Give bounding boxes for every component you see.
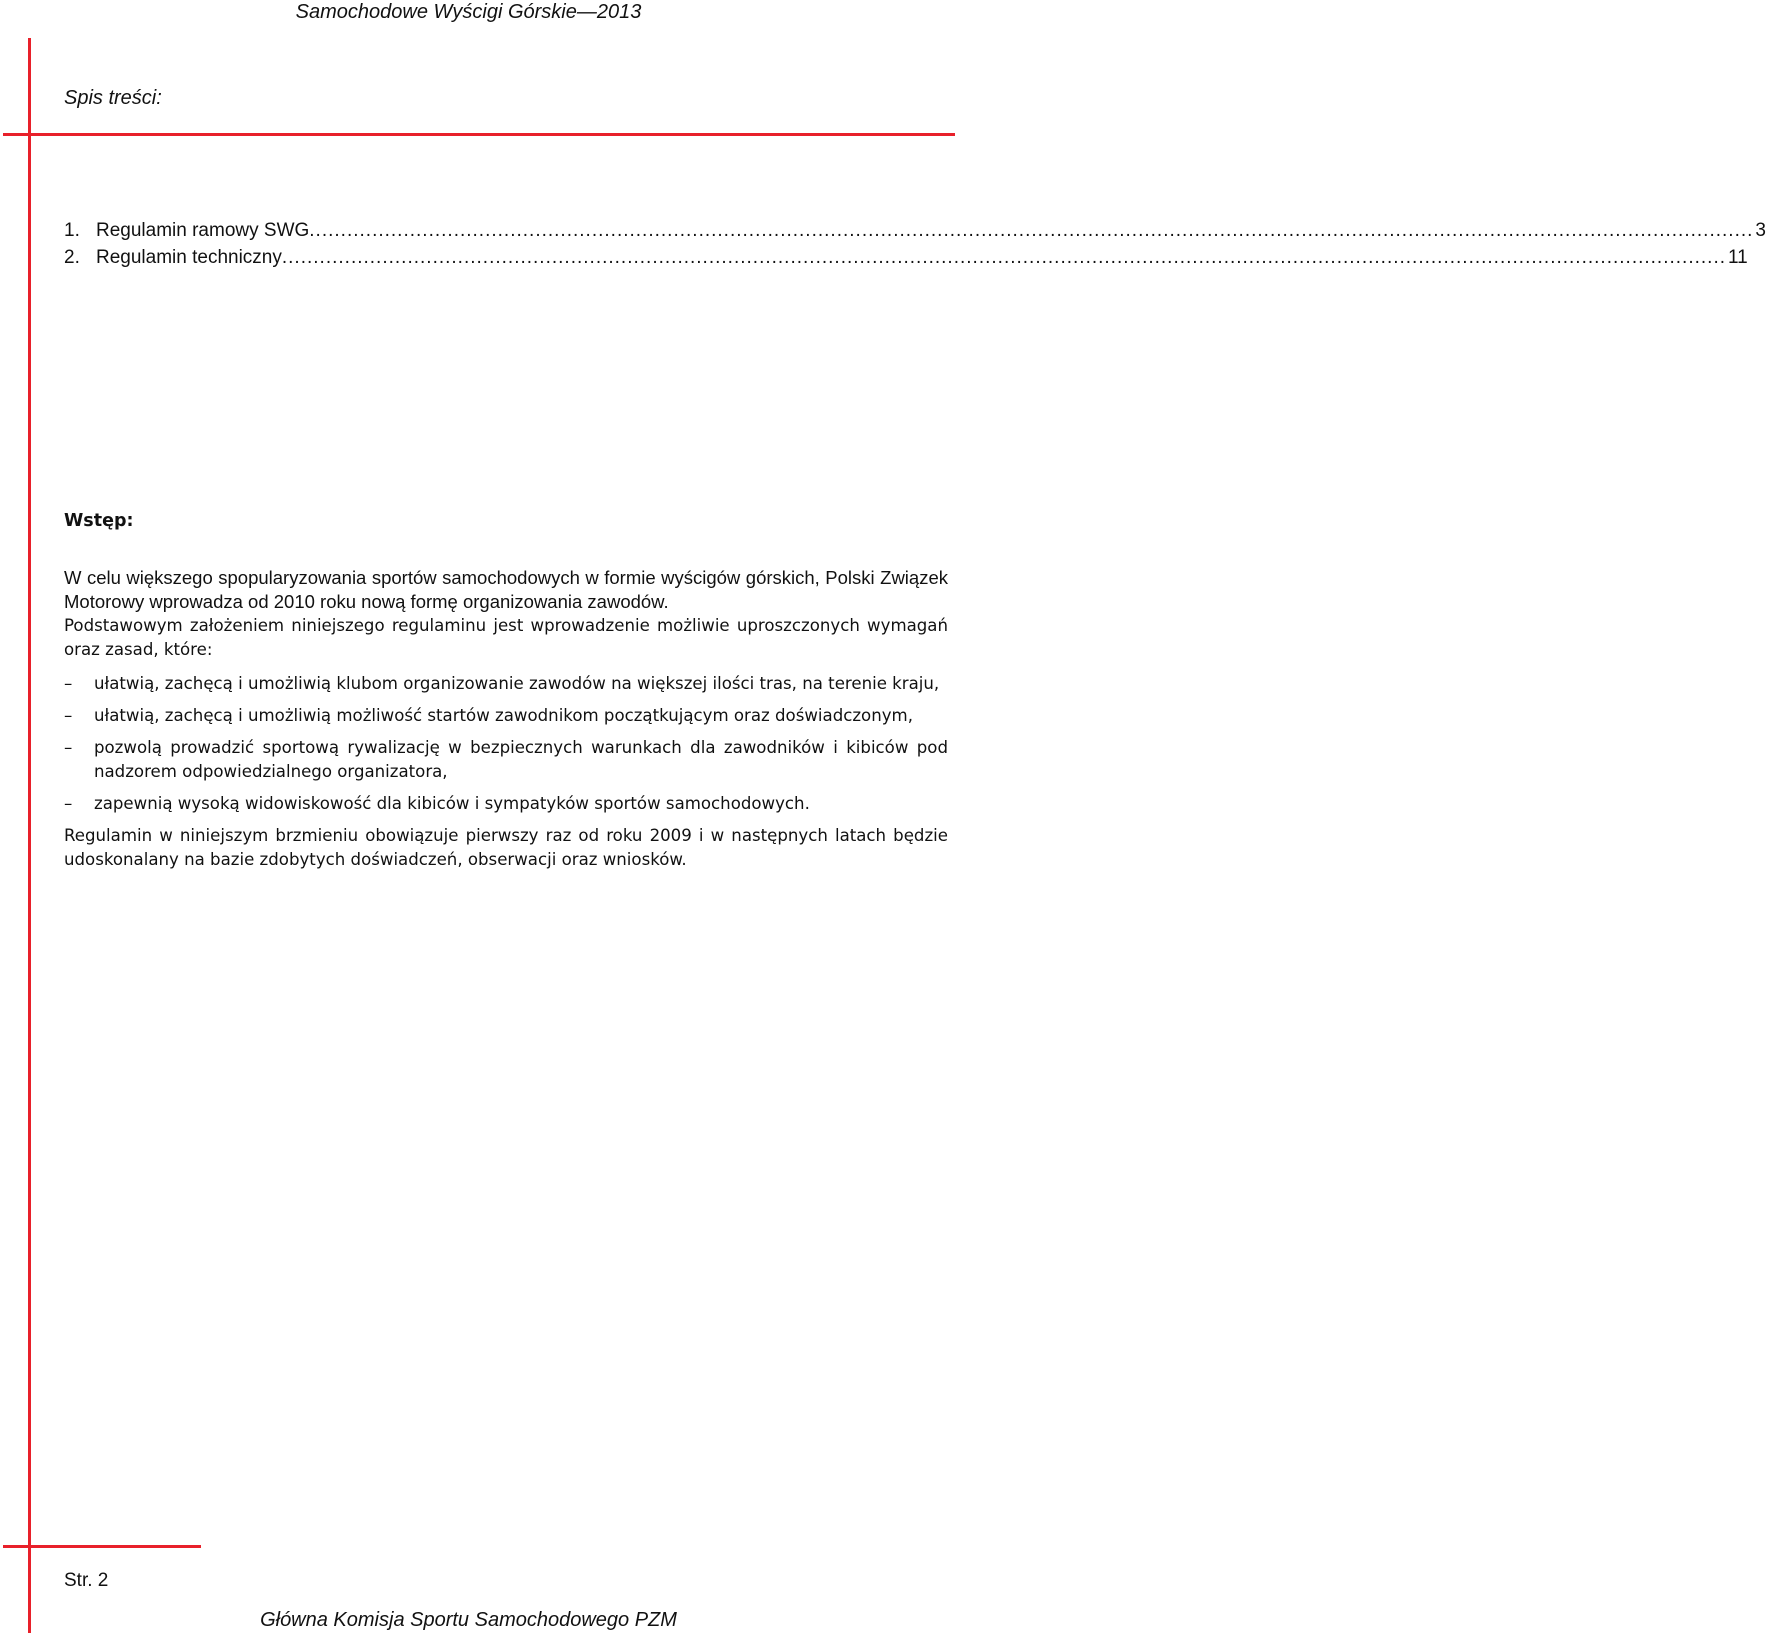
- header-rule: [3, 133, 955, 136]
- toc-entry-label: Regulamin ramowy SWG: [96, 220, 310, 241]
- goals-list: [64, 672, 948, 816]
- list-item: [64, 672, 948, 696]
- toc-entry-number: 1.: [64, 220, 80, 241]
- dash-bullet-icon: –: [64, 794, 73, 813]
- intro-paragraph: Regulamin w niniejszym brzmieniu obowiązuje pierwszy raz od roku 2009 i w następnych latach będzie udoskonalany na bazie zdobytych doświadczeń, obserwacji oraz wniosków.: [64, 826, 948, 869]
- intro-paragraph: W celu większego spopularyzowania sportów samochodowych w formie wyścigów górskich, Polski Związek Motorowy wprowadza od 2010 roku nową formę organizowania zawodów.: [64, 567, 948, 612]
- list-item-text: ułatwią, zachęcą i umożliwią możliwość startów zawodnikom początkującym oraz doświadczonym,: [94, 706, 913, 725]
- footer-rule: [3, 1545, 201, 1548]
- page-number: Str. 2: [64, 1570, 109, 1591]
- list-item: [64, 792, 948, 816]
- toc-entry[interactable]: [64, 247, 1748, 274]
- intro-paragraph: Podstawowym założeniem niniejszego regulaminu jest wprowadzenie możliwie uproszczonych wymagań oraz zasad, które:: [64, 616, 948, 659]
- running-header: Samochodowe Wyścigi Górskie—2013: [295, 1, 642, 23]
- running-footer: Główna Komisja Sportu Samochodowego PZM: [260, 1609, 677, 1631]
- dash-bullet-icon: –: [64, 738, 73, 757]
- dash-bullet-icon: –: [64, 674, 73, 693]
- dash-bullet-icon: –: [64, 706, 73, 725]
- toc-entry[interactable]: [64, 220, 1766, 247]
- toc-leader-dots: ......................................................................................................................................................................................................................................: [309, 220, 1754, 241]
- toc-leader-dots: ......................................................................................................................................................................................................................................: [281, 247, 1727, 268]
- toc-entry-label: Regulamin techniczny: [96, 247, 282, 268]
- list-item: [64, 736, 948, 784]
- table-of-contents: [64, 220, 1766, 274]
- list-item: [64, 704, 948, 728]
- intro-body: [64, 566, 948, 872]
- list-item-text: zapewnią wysoką widowiskowość dla kibiców i sympatyków sportów samochodowych.: [94, 794, 810, 813]
- list-item-text: ułatwią, zachęcą i umożliwią klubom organizowanie zawodów na większej ilości tras, na terenie kraju,: [94, 674, 940, 693]
- margin-rule-vertical: [28, 38, 31, 1633]
- list-item-text: pozwolą prowadzić sportową rywalizację w bezpiecznych warunkach dla zawodników i kibiców pod nadzorem odpowiedzialnego organizatora,: [94, 738, 948, 781]
- toc-entry-page: 11: [1728, 247, 1748, 268]
- toc-entry-page: 3: [1755, 220, 1766, 241]
- toc-title: Spis treści:: [64, 87, 162, 109]
- toc-entry-number: 2.: [64, 247, 80, 268]
- section-heading: Wstęp:: [64, 511, 134, 531]
